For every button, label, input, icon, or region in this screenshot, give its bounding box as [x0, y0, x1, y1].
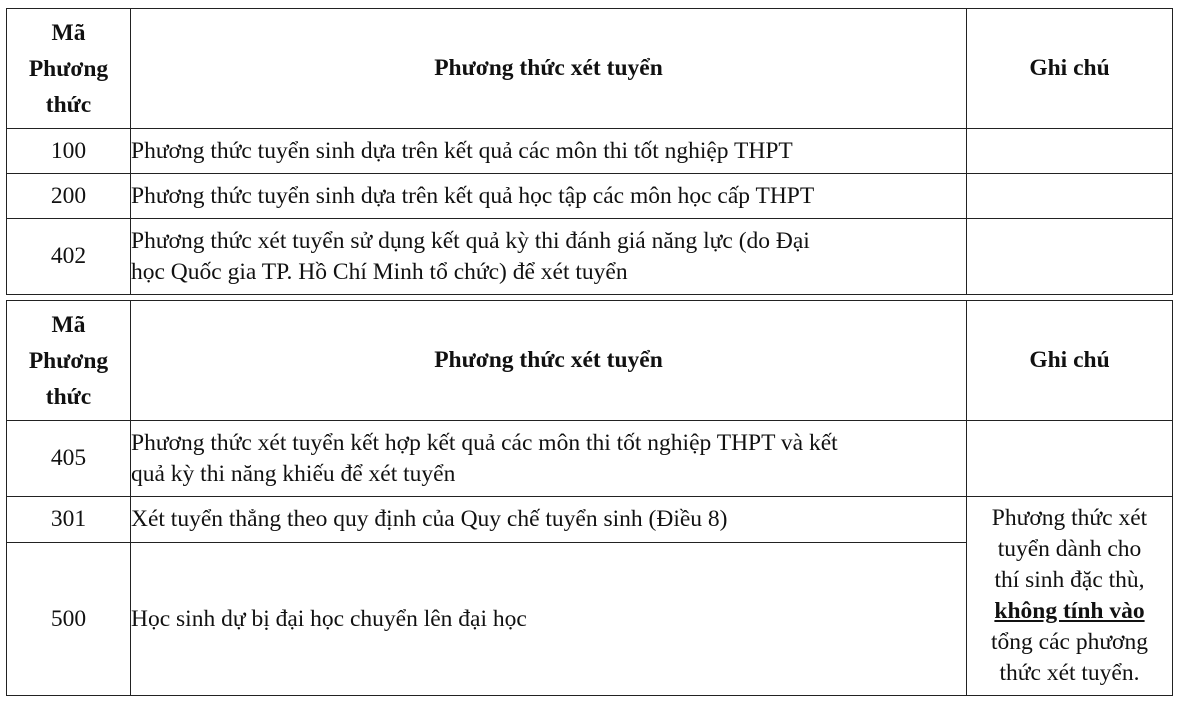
- note-line-emphasis: không tính vào: [994, 598, 1145, 624]
- note-line: thí sinh đặc thù,: [994, 567, 1145, 593]
- column-header-method: Phương thức xét tuyển: [131, 9, 967, 129]
- table-row: [7, 497, 1173, 543]
- method-code-cell: 500: [7, 543, 131, 696]
- column-header-note: Ghi chú: [967, 9, 1173, 129]
- table-row: [7, 219, 1173, 295]
- method-code-cell: 301: [7, 497, 131, 543]
- table-header-row: [7, 9, 1173, 129]
- table-row: [7, 129, 1173, 174]
- method-description-cell: [131, 421, 967, 497]
- shared-note-cell: [967, 497, 1173, 696]
- header-code-line: Phương: [28, 55, 109, 82]
- column-header-method-code: [7, 9, 131, 129]
- method-code-cell: 100: [7, 129, 131, 174]
- method-description-cell: Phương thức tuyển sinh dựa trên kết quả các môn thi tốt nghiệp THPT: [131, 129, 967, 174]
- header-code-line: Mã: [51, 19, 86, 46]
- method-description-cell: [131, 219, 967, 295]
- method-code-cell: 402: [7, 219, 131, 295]
- note-cell: [967, 421, 1173, 497]
- method-code-cell: 405: [7, 421, 131, 497]
- admission-methods-table-1: [6, 8, 1173, 295]
- note-line: tổng các phương: [991, 629, 1148, 655]
- note-line: tuyển dành cho: [997, 536, 1142, 562]
- column-header-note: Ghi chú: [967, 301, 1173, 421]
- header-code-line: Mã: [51, 311, 86, 338]
- table-row: [7, 421, 1173, 497]
- note-line: thức xét tuyển.: [999, 660, 1140, 686]
- method-description-cell: Phương thức tuyển sinh dựa trên kết quả học tập các môn học cấp THPT: [131, 174, 967, 219]
- column-header-method: Phương thức xét tuyển: [131, 301, 967, 421]
- note-cell: [967, 129, 1173, 174]
- header-code-line: thức: [45, 91, 92, 118]
- admission-methods-table-2: [6, 300, 1173, 696]
- method-description-line: Phương thức xét tuyển sử dụng kết quả kỳ thi đánh giá năng lực (do Đại: [131, 227, 810, 254]
- method-description-line: học Quốc gia TP. Hồ Chí Minh tổ chức) để xét tuyển: [131, 258, 628, 285]
- method-description-cell: Học sinh dự bị đại học chuyển lên đại học: [131, 543, 967, 696]
- method-code-cell: 200: [7, 174, 131, 219]
- table-header-row: [7, 301, 1173, 421]
- note-cell: [967, 219, 1173, 295]
- table-row: [7, 174, 1173, 219]
- method-description-line: quả kỳ thi năng khiếu để xét tuyển: [131, 460, 456, 487]
- note-cell: [967, 174, 1173, 219]
- method-description-cell: Xét tuyển thẳng theo quy định của Quy chế tuyển sinh (Điều 8): [131, 497, 967, 543]
- header-code-line: Phương: [28, 347, 109, 374]
- note-line: Phương thức xét: [991, 505, 1148, 531]
- method-description-line: Phương thức xét tuyển kết hợp kết quả các môn thi tốt nghiệp THPT và kết: [131, 429, 838, 456]
- column-header-method-code: [7, 301, 131, 421]
- header-code-line: thức: [45, 383, 92, 410]
